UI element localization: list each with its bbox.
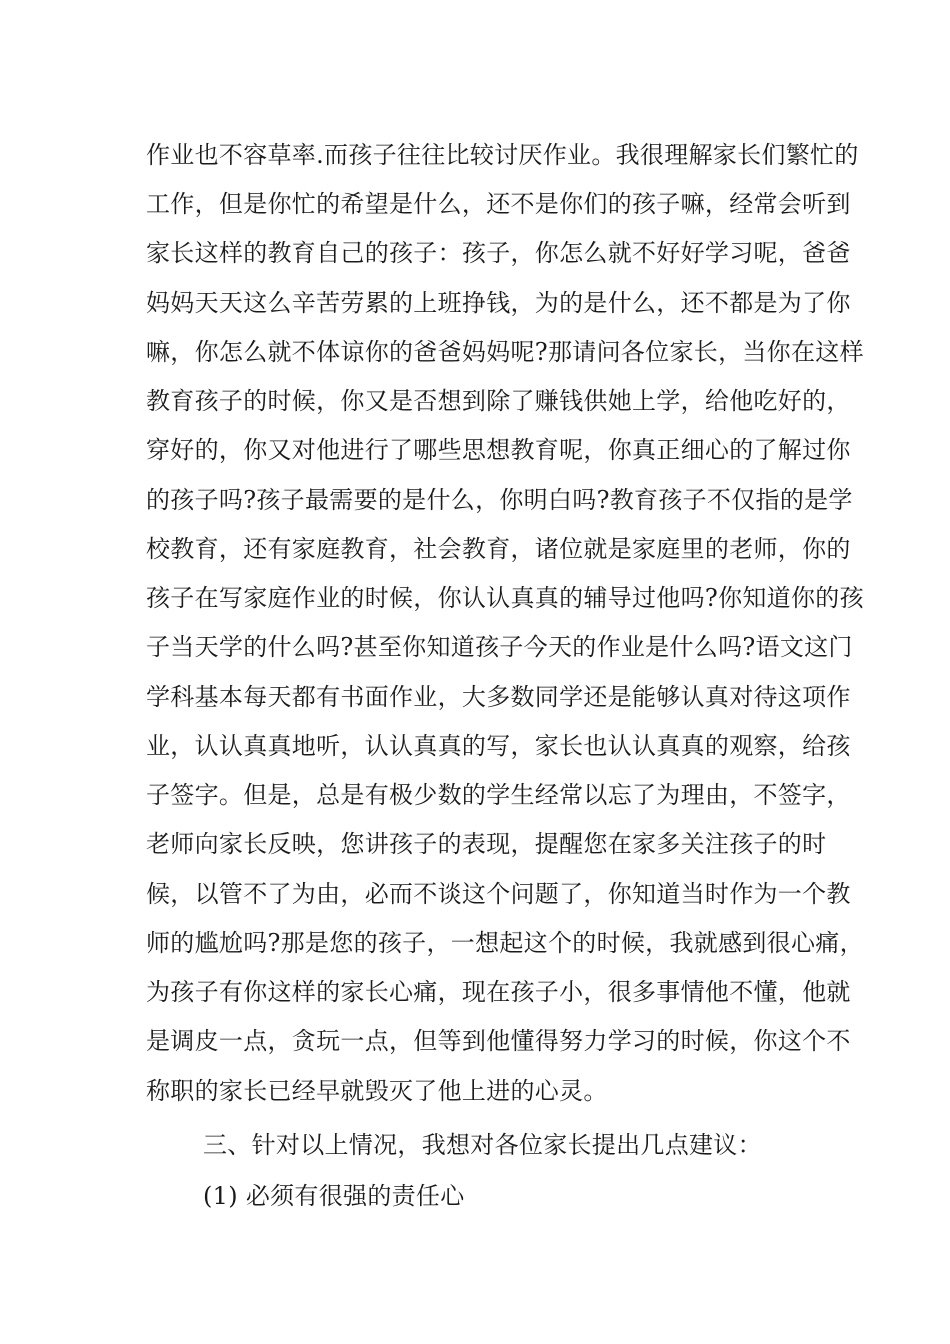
paragraph-line: 教育孩子的时候，你又是否想到除了赚钱供她上学，给他吃好的， — [146, 387, 851, 415]
paragraph-line: 工作，但是你忙的希望是什么，还不是你们的孩子嘛，经常会听到 — [146, 190, 851, 218]
paragraph-line: 孩子在写家庭作业的时候，你认认真真的辅导过他吗?你知道你的孩 — [146, 584, 864, 612]
paragraph-line: 校教育，还有家庭教育，社会教育，诸位就是家庭里的老师，你的 — [146, 535, 851, 563]
paragraph-line: 老师向家长反映，您讲孩子的表现，提醒您在家多关注孩子的时 — [146, 830, 827, 858]
paragraph-line: 嘛，你怎么就不体谅你的爸爸妈妈呢?那请问各位家长，当你在这样 — [146, 338, 864, 366]
paragraph-line: 子签字。但是，总是有极少数的学生经常以忘了为理由，不签字， — [146, 781, 851, 809]
paragraph-line: 家长这样的教育自己的孩子：孩子，你怎么就不好好学习呢，爸爸 — [146, 239, 851, 267]
paragraph-line: 作业也不容草率.而孩子往往比较讨厌作业。我很理解家长们繁忙的 — [146, 141, 859, 169]
paragraph-line: 为孩子有你这样的家长心痛，现在孩子小，很多事情他不懂，他就 — [146, 978, 851, 1006]
paragraph-line: 学科基本每天都有书面作业，大多数同学还是能够认真对待这项作 — [146, 683, 851, 711]
paragraph-line: 候，以管不了为由，必而不谈这个问题了，你知道当时作为一个教 — [146, 880, 851, 908]
paragraph-line: 穿好的，你又对他进行了哪些思想教育呢，你真正细心的了解过你 — [146, 436, 851, 464]
paragraph-line: 是调皮一点，贪玩一点，但等到他懂得努力学习的时候，你这个不 — [146, 1027, 851, 1055]
paragraph-line: 子当天学的什么吗?甚至你知道孩子今天的作业是什么吗?语文这门 — [146, 633, 853, 661]
paragraph-line: 的孩子吗?孩子最需要的是什么，你明白吗?教育孩子不仅指的是学 — [146, 486, 853, 514]
paragraph-line: 称职的家长已经早就毁灭了他上进的心灵。 — [146, 1077, 608, 1105]
paragraph-line: 妈妈天天这么辛苦劳累的上班挣钱，为的是什么，还不都是为了你 — [146, 289, 851, 317]
paragraph-line: 师的尴尬吗?那是您的孩子，一想起这个的时候，我就感到很心痛， — [146, 929, 864, 957]
list-item: (1) 必须有很强的责任心 — [203, 1182, 465, 1210]
section-heading: 三、针对以上情况，我想对各位家长提出几点建议： — [203, 1131, 762, 1159]
paragraph-line: 业，认认真真地听，认认真真的写，家长也认认真真的观察，给孩 — [146, 732, 851, 760]
